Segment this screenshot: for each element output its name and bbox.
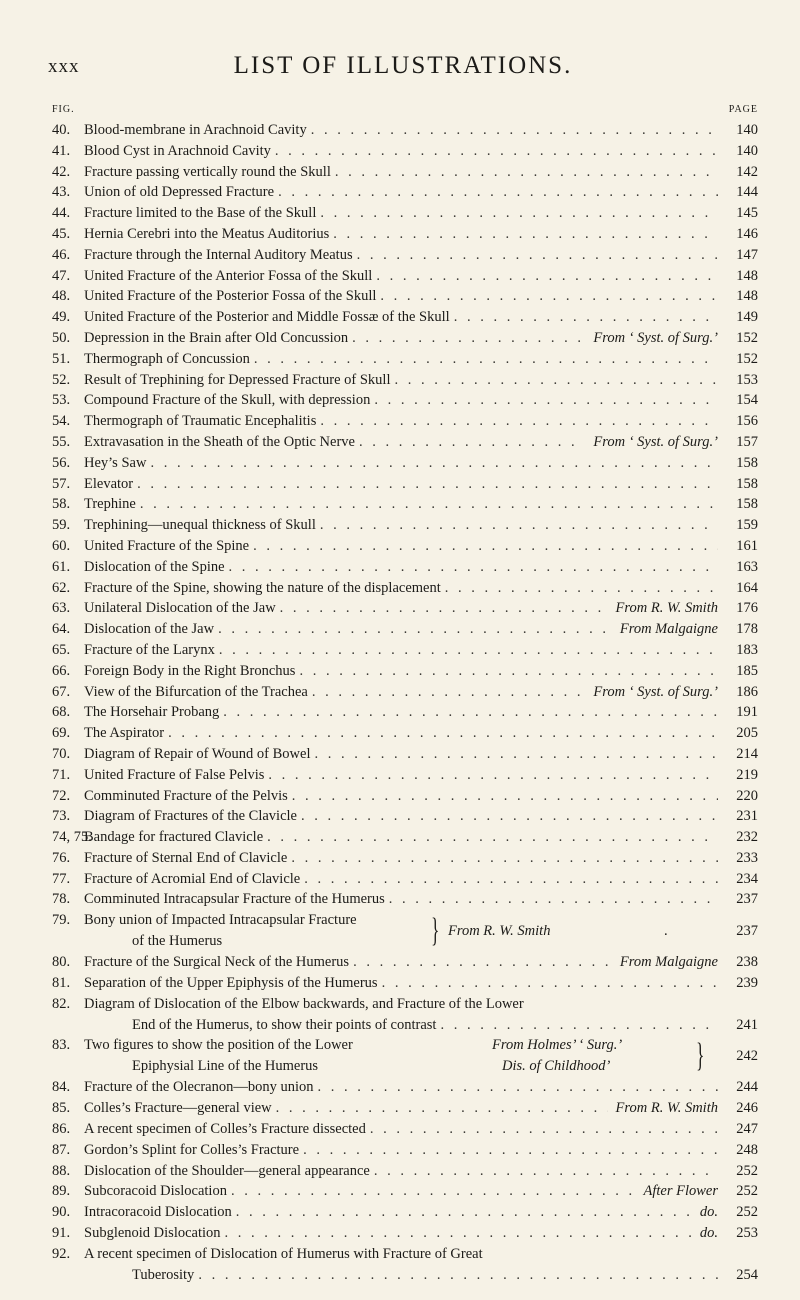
page-title: LIST OF ILLUSTRATIONS. [233, 52, 573, 79]
page-ref: 254 [736, 1266, 758, 1283]
leader-dots [366, 1119, 718, 1140]
leader-dots [146, 453, 718, 474]
entry-source: do. [699, 1225, 718, 1242]
page-ref: 149 [736, 309, 758, 326]
fig-number: 47. [52, 267, 71, 284]
page-ref: 252 [736, 1162, 758, 1179]
entry-source: From Malgaigne [619, 621, 718, 638]
list-item [52, 1119, 758, 1140]
entry-title: Fracture of the Spine, showing the nature of the displacement [84, 579, 441, 596]
fig-number: 51. [52, 350, 71, 367]
fig-number: 44. [52, 205, 71, 222]
list-item-79 [52, 910, 758, 952]
page-ref: 178 [736, 621, 758, 638]
page-ref: 158 [736, 475, 758, 492]
list-item [52, 536, 758, 557]
page-ref: 238 [736, 954, 758, 971]
list-item [52, 474, 758, 495]
page-ref: 140 [736, 122, 758, 138]
fig-number: 79. [52, 912, 71, 929]
leader-dots [378, 973, 718, 994]
leader-dots [219, 702, 718, 723]
fig-number: 43. [52, 184, 71, 201]
entry-source: From R. W. Smith [615, 600, 718, 617]
page-ref: 152 [736, 350, 758, 367]
entry-text [84, 1035, 353, 1077]
entry-title: United Fracture of the Spine [84, 537, 250, 554]
list-item [52, 619, 758, 640]
list-item-83 [52, 1035, 758, 1077]
fig-number: 70. [52, 745, 71, 762]
fig-number: 42. [52, 163, 71, 180]
fig-number: 78. [52, 891, 71, 908]
entry-title: Fracture of the Larynx [84, 641, 215, 658]
list-item [52, 723, 758, 744]
fig-number: 71. [52, 766, 71, 783]
leader-dots [316, 411, 718, 432]
entry-title: Compound Fracture of the Skull, with depression [84, 392, 371, 409]
leader-dots [316, 515, 718, 536]
list-item [52, 390, 758, 411]
entry-title: Fracture through the Internal Auditory Meatus [84, 246, 353, 263]
fig-number: 65. [52, 641, 71, 658]
page-ref: 144 [736, 184, 758, 201]
leader-dots [353, 245, 718, 266]
entry-title: Intracoracoid Dislocation [84, 1204, 232, 1221]
entry-title: Comminuted Intracapsular Fracture of the Humerus [84, 891, 385, 908]
fig-number: 76. [52, 849, 71, 866]
fig-number: 82. [52, 995, 71, 1012]
brace-icon: } [696, 1037, 705, 1075]
page-ref: 152 [736, 329, 758, 346]
fig-number: 74, 75. [52, 829, 92, 846]
entry-title: The Aspirator [84, 725, 165, 742]
list-item [52, 266, 758, 287]
page-ref: 234 [736, 870, 758, 887]
leader-dots [450, 307, 718, 328]
page-ref: 183 [736, 641, 758, 658]
entry-title: United Fracture of the Anterior Fossa of the Skull [84, 267, 373, 284]
fig-number: 57. [52, 475, 71, 492]
fig-number: 84. [52, 1079, 71, 1096]
list-item [52, 286, 758, 307]
entry-title: Elevator [84, 475, 134, 492]
fig-column-label: FIG. [52, 104, 75, 115]
page-ref: 239 [736, 975, 758, 992]
source-line-2: Dis. of Childhood’ [502, 1058, 611, 1075]
fig-number: 90. [52, 1204, 71, 1221]
page-ref: 252 [736, 1183, 758, 1200]
fig-number: 67. [52, 683, 71, 700]
leader-dots [299, 1140, 718, 1161]
list-item [52, 827, 758, 848]
entry-title: Blood-membrane in Arachnoid Cavity [84, 122, 307, 138]
leader-dots [272, 1098, 608, 1119]
leader-dots [133, 474, 718, 495]
fig-number: 49. [52, 309, 71, 326]
entry-source: After Flower [643, 1183, 718, 1200]
leader-dots [264, 765, 718, 786]
fig-number: 45. [52, 225, 71, 242]
page-header [48, 52, 758, 82]
leader-dots [308, 682, 586, 703]
page-ref: 154 [736, 392, 758, 409]
entry-title: Dislocation of the Shoulder—general appearance [84, 1162, 370, 1179]
leader-dots [436, 1015, 718, 1036]
page-ref: 246 [736, 1100, 758, 1117]
page-ref: 244 [736, 1079, 758, 1096]
list-item-82-cont [52, 1015, 758, 1036]
page-ref: 237 [736, 923, 758, 940]
fig-number: 54. [52, 413, 71, 430]
list-item [52, 1202, 758, 1223]
entry-title: Comminuted Fracture of the Pelvis [84, 787, 288, 804]
entry-line-1: Diagram of Dislocation of the Elbow backwards, and Fracture of the Lower [84, 995, 524, 1012]
leader-dots [311, 744, 719, 765]
page-ref: 158 [736, 496, 758, 513]
leader-dots [215, 640, 718, 661]
fig-number: 61. [52, 558, 71, 575]
entry-line-2: Epiphysial Line of the Humerus [132, 1058, 319, 1075]
fig-number: 88. [52, 1162, 71, 1179]
list-item [52, 1161, 758, 1182]
fig-number: 58. [52, 496, 71, 513]
entry-line-1: A recent specimen of Dislocation of Humerus with Fracture of Great [84, 1245, 483, 1262]
entry-title: United Fracture of the Posterior Fossa of the Skull [84, 288, 377, 305]
fig-number: 63. [52, 600, 71, 617]
entry-source: From ‘ Syst. of Surg.’ [593, 683, 718, 700]
entry-title: Subglenoid Dislocation [84, 1225, 221, 1242]
entry-title: Diagram of Repair of Wound of Bowel [84, 745, 311, 762]
fig-number: 72. [52, 787, 71, 804]
entry-title: Fracture passing vertically round the Skull [84, 163, 331, 180]
entry-title: Depression in the Brain after Old Concussion [84, 329, 349, 346]
entry-title: View of the Bifurcation of the Trachea [84, 683, 308, 700]
fig-number: 77. [52, 870, 71, 887]
list-item [52, 640, 758, 661]
list-item [52, 120, 758, 141]
page-ref: 156 [736, 413, 758, 430]
list-item [52, 307, 758, 328]
page-number: xxx [48, 56, 80, 77]
source-line-1: From Holmes’ ‘ Surg.’ [492, 1037, 623, 1054]
entry-title: Extravasation in the Sheath of the Optic Nerve [84, 433, 355, 450]
page-ref: 186 [736, 683, 758, 700]
list-item [52, 557, 758, 578]
leader-dots [349, 952, 612, 973]
list-item [52, 973, 758, 994]
entry-line-2: of the Humerus [132, 933, 223, 950]
fig-number: 55. [52, 433, 71, 450]
leader-dots [227, 1181, 636, 1202]
leader-dots [232, 1202, 692, 1223]
fig-number: 53. [52, 392, 71, 409]
list-item [52, 432, 758, 453]
page-ref: 191 [736, 704, 758, 721]
fig-number: 40. [52, 122, 71, 138]
fig-number: 91. [52, 1225, 71, 1242]
entry-title: Hernia Cerebri into the Meatus Auditorius [84, 225, 330, 242]
fig-number: 50. [52, 329, 71, 346]
fig-number: 56. [52, 454, 71, 471]
leader-dots [287, 848, 718, 869]
list-item [52, 682, 758, 703]
leader-dots [164, 723, 718, 744]
list-item [52, 370, 758, 391]
leader-dots [370, 1161, 718, 1182]
list-item [52, 453, 758, 474]
illustration-list [52, 120, 758, 1285]
list-item [52, 411, 758, 432]
page-ref: 241 [736, 1016, 758, 1033]
list-item [52, 786, 758, 807]
page-ref: 185 [736, 662, 758, 679]
page-ref: 142 [736, 163, 758, 180]
fig-number: 41. [52, 142, 71, 159]
list-item [52, 141, 758, 162]
list-item [52, 889, 758, 910]
leader-dots [300, 869, 718, 890]
list-item-92 [52, 1244, 758, 1265]
leader-dots [214, 619, 612, 640]
entry-title: Dislocation of the Spine [84, 558, 225, 575]
leader-dots [250, 349, 718, 370]
fig-number: 46. [52, 246, 71, 263]
list-item [52, 578, 758, 599]
fig-number: 48. [52, 288, 71, 305]
entry-source: From R. W. Smith [615, 1100, 718, 1117]
list-item [52, 598, 758, 619]
page-ref: 147 [736, 246, 758, 263]
fig-number: 68. [52, 704, 71, 721]
leader-dots [370, 390, 718, 411]
leader-dots [331, 162, 718, 183]
entry-title: Fracture of Sternal End of Clavicle [84, 849, 288, 866]
page-ref: 158 [736, 454, 758, 471]
page-ref: 253 [736, 1225, 758, 1242]
leader-dots: . [664, 923, 671, 940]
page-ref: 205 [736, 725, 758, 742]
page-ref: 220 [736, 787, 758, 804]
leader-dots [271, 141, 718, 162]
list-item [52, 349, 758, 370]
entry-title: Gordon’s Splint for Colles’s Fracture [84, 1141, 300, 1158]
list-item [52, 1098, 758, 1119]
entry-title: Bandage for fractured Clavicle [84, 829, 264, 846]
list-item [52, 162, 758, 183]
page-ref: 163 [736, 558, 758, 575]
entry-title: Result of Trephining for Depressed Fracture of Skull [84, 371, 391, 388]
entry-title: Separation of the Upper Epiphysis of the Humerus [84, 975, 378, 992]
fig-number: 85. [52, 1100, 71, 1117]
entry-source: From ‘ Syst. of Surg.’ [593, 433, 718, 450]
fig-number: 81. [52, 975, 71, 992]
page-ref: 148 [736, 267, 758, 284]
fig-number: 87. [52, 1141, 71, 1158]
column-headers [52, 104, 758, 118]
page-ref: 161 [736, 537, 758, 554]
fig-number: 69. [52, 725, 71, 742]
leader-dots [295, 661, 718, 682]
entry-title: United Fracture of the Posterior and Middle Fossæ of the Skull [84, 309, 450, 326]
list-item [52, 515, 758, 536]
fig-number: 60. [52, 537, 71, 554]
entry-line-1: Two figures to show the position of the Lower [84, 1037, 353, 1054]
list-item [52, 224, 758, 245]
leader-dots [348, 328, 585, 349]
entry-title: Fracture limited to the Base of the Skull [84, 205, 317, 222]
entry-title: Foreign Body in the Right Bronchus [84, 662, 296, 679]
entry-title: Fracture of the Surgical Neck of the Humerus [84, 954, 350, 971]
fig-number: 80. [52, 954, 71, 971]
list-item [52, 806, 758, 827]
list-item [52, 1140, 758, 1161]
fig-number: 52. [52, 371, 71, 388]
list-item [52, 203, 758, 224]
fig-number: 92. [52, 1245, 71, 1262]
list-item [52, 1077, 758, 1098]
entry-line-2: Tuberosity [132, 1266, 195, 1283]
entry-title: A recent specimen of Colles’s Fracture dissected [84, 1121, 366, 1138]
fig-number: 83. [52, 1037, 71, 1054]
entry-title: Trephining—unequal thickness of Skull [84, 517, 316, 534]
entry-title: Fracture of the Olecranon—bony union [84, 1079, 314, 1096]
leader-dots [297, 806, 718, 827]
list-item [52, 328, 758, 349]
leader-dots [329, 224, 718, 245]
leader-dots [316, 203, 718, 224]
entry-title: Blood Cyst in Arachnoid Cavity [84, 142, 271, 159]
fig-number: 86. [52, 1121, 71, 1138]
list-item [52, 494, 758, 515]
entry-source: From R. W. Smith [448, 923, 551, 940]
list-item-82 [52, 994, 758, 1015]
leader-dots [221, 1223, 692, 1244]
page-ref: 157 [736, 433, 758, 450]
leader-dots [355, 432, 585, 453]
fig-number: 64. [52, 621, 71, 638]
page-ref: 252 [736, 1204, 758, 1221]
list-item [52, 182, 758, 203]
page-ref: 214 [736, 745, 758, 762]
entry-source [492, 1035, 622, 1077]
fig-number: 59. [52, 517, 71, 534]
entry-title: Thermograph of Concussion [84, 350, 250, 367]
page-ref: 247 [736, 1121, 758, 1138]
entry-title: Union of old Depressed Fracture [84, 184, 275, 201]
list-item [52, 869, 758, 890]
page-ref: 176 [736, 600, 758, 617]
list-item [52, 952, 758, 973]
leader-dots [372, 266, 718, 287]
leader-dots [276, 598, 608, 619]
list-item [52, 1181, 758, 1202]
list-item-92-cont [52, 1265, 758, 1286]
entry-title: Dislocation of the Jaw [84, 621, 215, 638]
list-item [52, 848, 758, 869]
leader-dots [390, 370, 718, 391]
page-ref: 233 [736, 849, 758, 866]
leader-dots [385, 889, 718, 910]
page-ref: 242 [736, 1048, 758, 1065]
list-item [52, 661, 758, 682]
page-ref: 164 [736, 579, 758, 596]
entry-line-2: End of the Humerus, to show their points of contrast [132, 1016, 437, 1033]
page-ref: 248 [736, 1141, 758, 1158]
fig-number: 62. [52, 579, 71, 596]
entry-title: Colles’s Fracture—general view [84, 1100, 272, 1117]
page-ref: 232 [736, 829, 758, 846]
entry-title: Trephine [84, 496, 136, 513]
page-ref: 153 [736, 371, 758, 388]
page-ref: 219 [736, 766, 758, 783]
brace-icon: } [431, 912, 440, 950]
fig-number: 73. [52, 808, 71, 825]
entry-line-1: Bony union of Impacted Intracapsular Fracture [84, 912, 357, 929]
entry-text [84, 910, 357, 952]
list-item [52, 1223, 758, 1244]
leader-dots [194, 1265, 718, 1286]
leader-dots [136, 494, 718, 515]
list-item [52, 245, 758, 266]
fig-number: 89. [52, 1183, 71, 1200]
page-ref: 140 [736, 142, 758, 159]
entry-title: United Fracture of False Pelvis [84, 766, 265, 783]
entry-title: Thermograph of Traumatic Encephalitis [84, 413, 317, 430]
entry-title: The Horsehair Probang [84, 704, 220, 721]
page-ref: 159 [736, 517, 758, 534]
list-item [52, 702, 758, 723]
leader-dots [376, 286, 718, 307]
entry-title: Unilateral Dislocation of the Jaw [84, 600, 276, 617]
fig-number: 66. [52, 662, 71, 679]
list-item [52, 765, 758, 786]
entry-title: Subcoracoid Dislocation [84, 1183, 227, 1200]
page-ref: 231 [736, 808, 758, 825]
leader-dots [307, 120, 718, 141]
entry-title: Hey’s Saw [84, 454, 147, 471]
entry-source: From Malgaigne [619, 954, 718, 971]
entry-title: Diagram of Fractures of the Clavicle [84, 808, 297, 825]
entry-source: do. [699, 1204, 718, 1221]
page-column-label: PAGE [728, 104, 758, 115]
entry-source: From ‘ Syst. of Surg.’ [593, 329, 718, 346]
leader-dots [249, 536, 718, 557]
leader-dots [263, 827, 718, 848]
leader-dots [288, 786, 718, 807]
page-ref: 145 [736, 205, 758, 222]
leader-dots [274, 182, 718, 203]
page-ref: 146 [736, 225, 758, 242]
leader-dots [225, 557, 718, 578]
page-ref: 148 [736, 288, 758, 305]
page-ref: 237 [736, 891, 758, 908]
entry-title: Fracture of Acromial End of Clavicle [84, 870, 301, 887]
list-item [52, 744, 758, 765]
leader-dots [441, 578, 718, 599]
leader-dots [314, 1077, 718, 1098]
